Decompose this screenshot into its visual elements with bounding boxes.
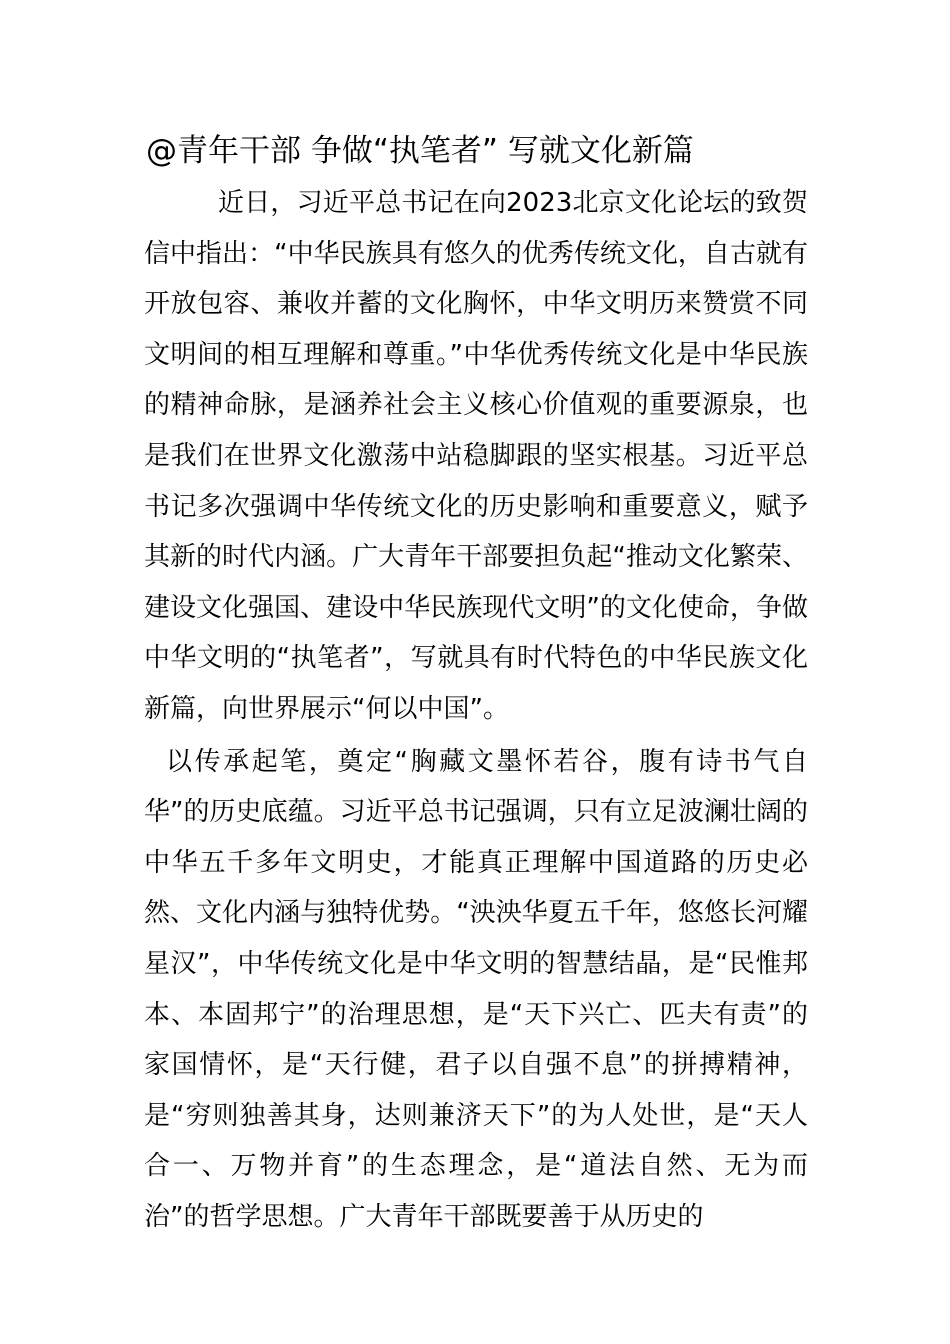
document-title: @青年干部 争做“执笔者” 写就文化新篇 [146, 133, 694, 169]
paragraph-1: 近日，习近平总书记在向2023北京文化论坛的致贺信中指出：“中华民族具有悠久的优秀传统文化，自古就有开放包容、兼收并蓄的文化胸怀，中华文明历来赞赏不同文明间的相互理解和尊重。”中华优秀传统文化是中华民族的精神命脉，是涵养社会主义核心价值观的重要源泉，也是我们在世界文化激荡中站稳脚跟的坚实根基。习近平总书记多次强调中华传统文化的历史影响和重要意义，赋予其新的时代内涵。广大青年干部要担负起“推动文化繁荣、建设文化强国、建设中华民族现代文明”的文化使命，争做中华文明的“执笔者”，写就具有时代特色的中华民族文化新篇，向世界展示“何以中国”。 [144, 188, 808, 724]
document-body [144, 178, 808, 1242]
paragraph-2: 以传承起笔，奠定“胸藏文墨怀若谷，腹有诗书气自华”的历史底蕴。习近平总书记强调，只有立足波澜壮阔的中华五千多年文明史，才能真正理解中国道路的历史必然、文化内涵与独特优势。“泱泱华夏五千年，悠悠长河耀星汉”，中华传统文化是中华文明的智慧结晶，是“民惟邦本、本固邦宁”的治理思想，是“天下兴亡、匹夫有责”的家国情怀，是“天行健，君子以自强不息”的拼搏精神，是“穷则独善其身，达则兼济天下”的为人处世，是“天人合一、万物并育”的生态理念，是“道法自然、无为而治”的哲学思想。广大青年干部既要善于从历史的 [144, 746, 808, 1232]
